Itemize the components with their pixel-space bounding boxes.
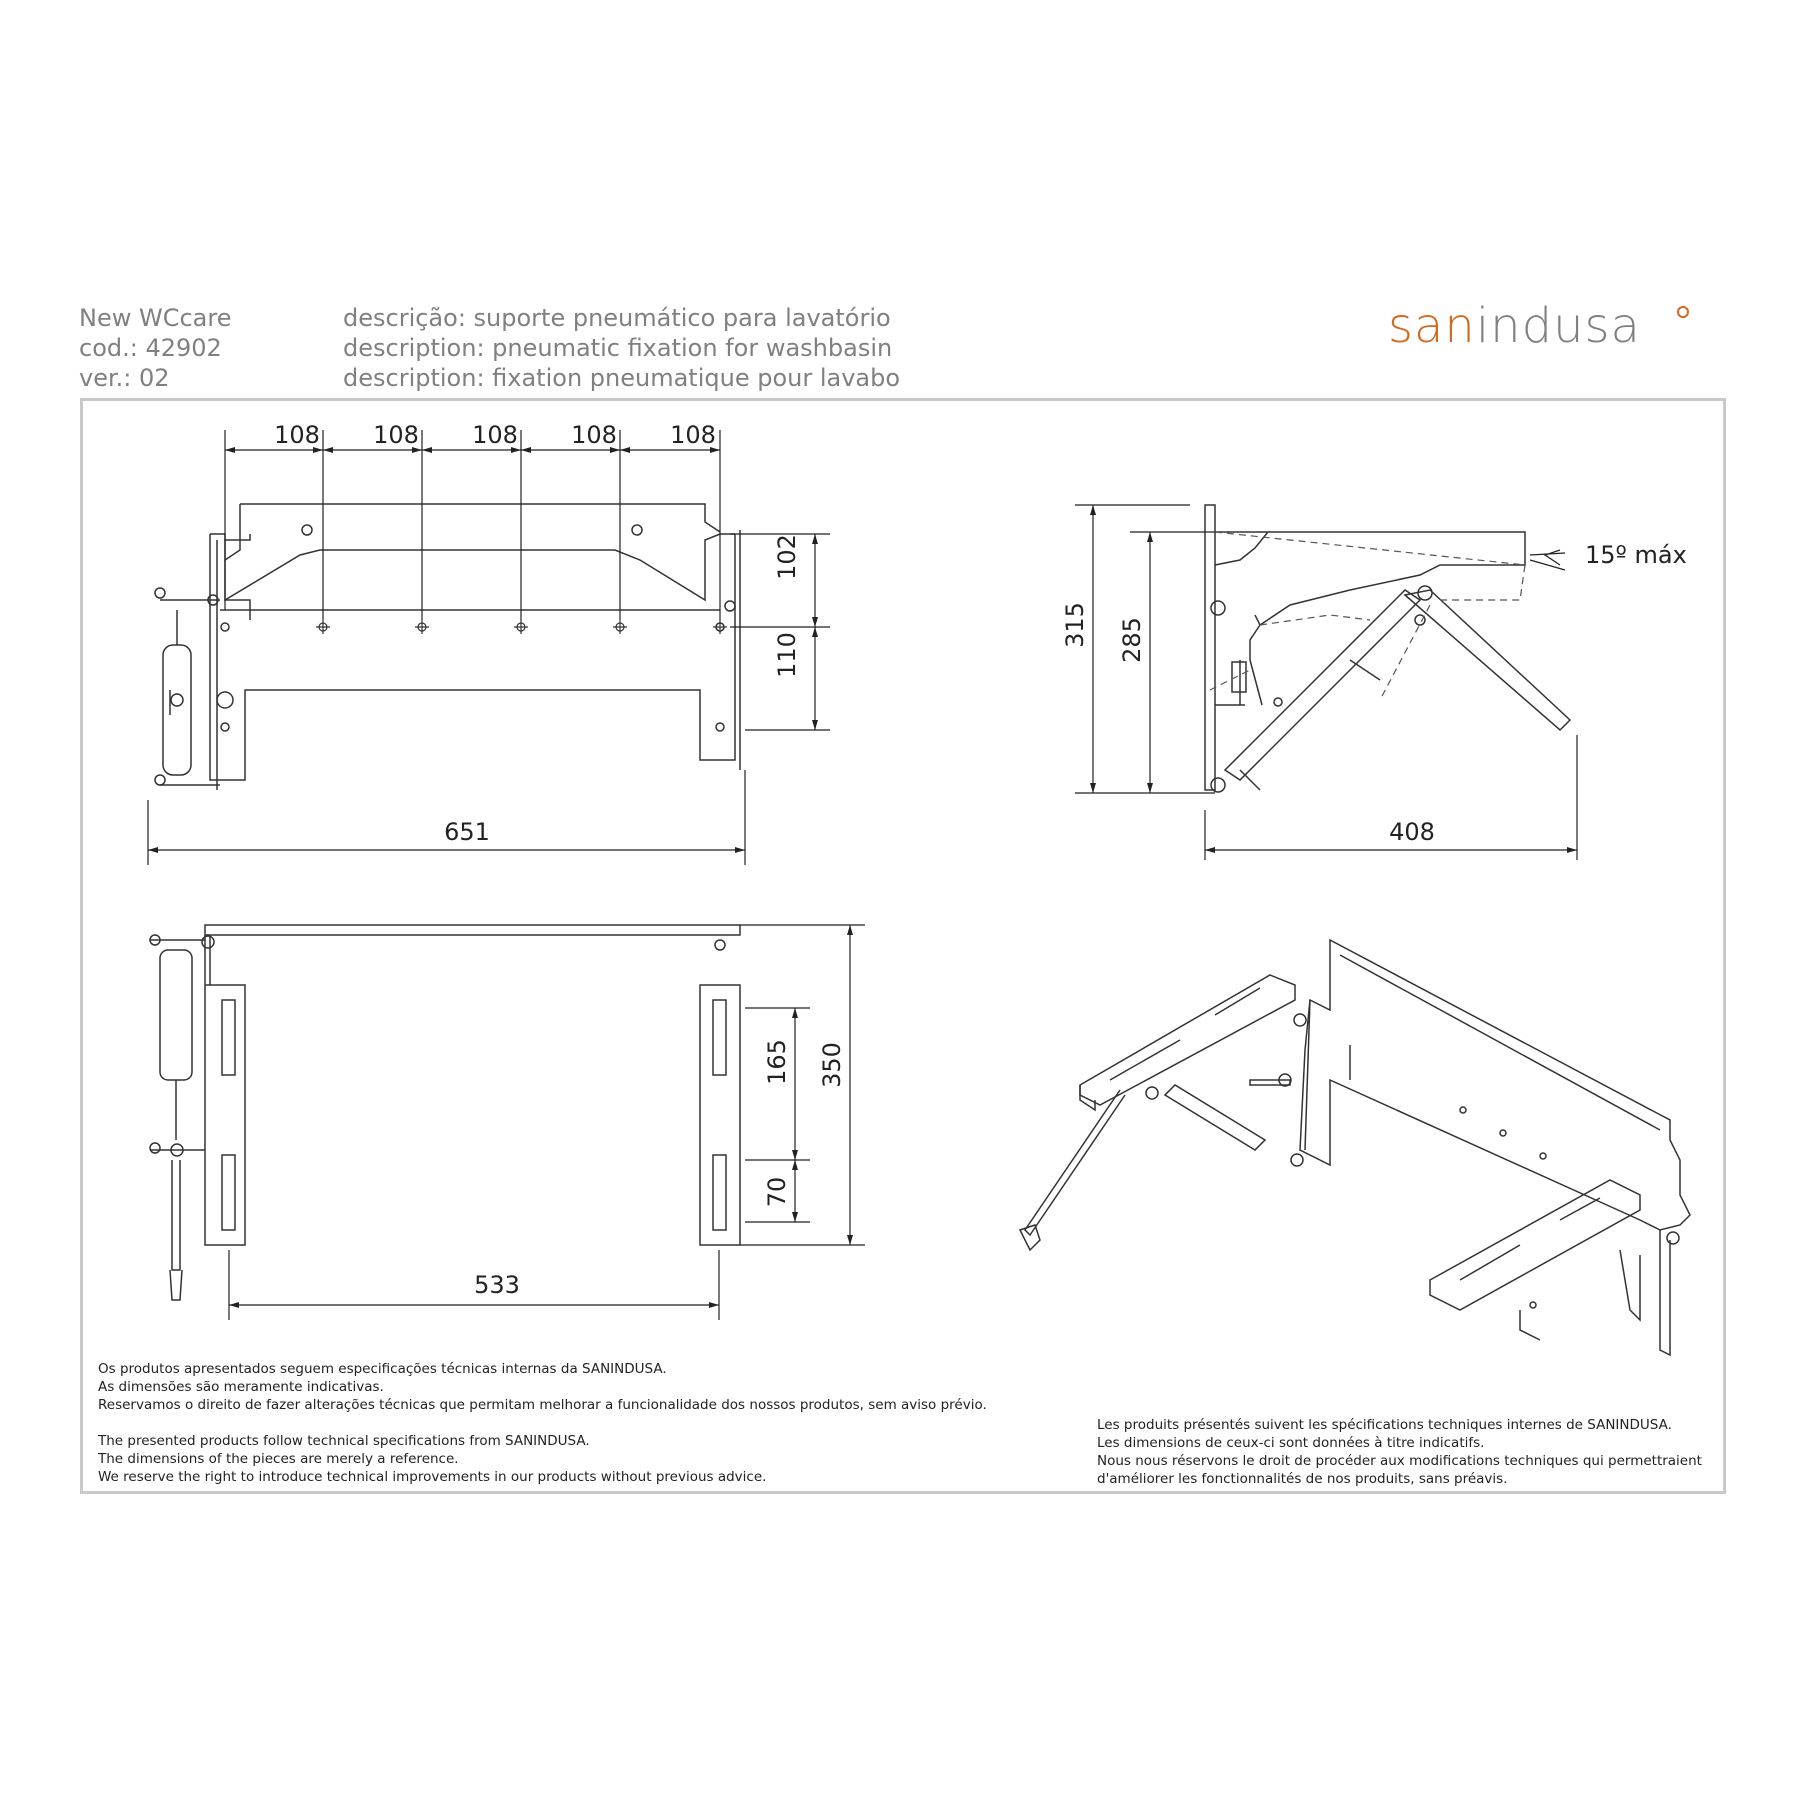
note-fr-2: Les dimensions de ceux-ci sont données à titre indicatifs. [1097,1435,1485,1451]
note-en-2: The dimensions of the pieces are merely a reference. [98,1451,459,1467]
dim-height-350: 350 [818,1042,846,1088]
top-view [150,925,740,1300]
note-en-3: We reserve the right to introduce technical improvements in our products without previous advice. [98,1469,767,1485]
product-name: New WCcare [79,304,232,332]
note-pt-3: Reservamos o direito de fazer alterações técnicas que permitam melhorar a funcionalidade dos nossos produtos, sem aviso prévio. [98,1397,987,1413]
description-en: description: pneumatic fixation for washbasin [343,334,893,362]
side-view [1205,505,1570,792]
dim-height-70: 70 [763,1176,791,1208]
description-pt: descrição: suporte pneumático para lavatório [343,304,891,332]
dim-height-315: 315 [1061,602,1089,648]
dim-width-408: 408 [1389,818,1435,846]
dim-height-165: 165 [763,1039,791,1085]
dim-width-533: 533 [474,1271,520,1299]
dim-spacing-2: 108 [373,421,419,449]
dim-spacing-5: 108 [670,421,716,449]
front-view-holes [316,620,727,634]
product-version: ver.: 02 [79,364,170,392]
front-view [155,504,740,790]
sanindusa-logo: sanindusa [1388,298,1641,354]
product-code: cod.: 42902 [79,334,222,362]
note-fr-4: d'améliorer les fonctionnalités de nos produits, sans préavis. [1097,1471,1508,1487]
note-pt-1: Os produtos apresentados seguem especificações técnicas internas da SANINDUSA. [98,1361,667,1377]
note-fr-1: Les produits présentés suivent les spécifications techniques internes de SANINDUSA. [1097,1417,1672,1433]
disclaimer-right [1097,1416,1702,1488]
description-fr: description: fixation pneumatique pour lavabo [343,364,901,392]
dim-height-102: 102 [773,534,801,580]
note-pt-2: As dimensões são meramente indicativas. [98,1379,384,1395]
note-en-1: The presented products follow technical specifications from SANINDUSA. [98,1433,590,1449]
dim-spacing-1: 108 [274,421,320,449]
dim-spacing-3: 108 [472,421,518,449]
dim-height-285: 285 [1118,617,1146,663]
front-view-dimensions [148,430,830,865]
side-view-dimensions [1075,505,1577,860]
dim-spacing-4: 108 [571,421,617,449]
isometric-view [1020,940,1690,1355]
note-gap [98,1414,987,1432]
dim-height-110: 110 [773,632,801,678]
disclaimer-left [98,1360,987,1486]
note-fr-3: Nous nous réservons le droit de procéder aux modifications techniques qui permettraient [1097,1453,1702,1469]
top-view-dimensions [229,925,865,1320]
dim-width-651: 651 [444,818,490,846]
dim-angle: 15º máx [1585,541,1687,569]
side-view-tilted-position [1210,532,1525,700]
